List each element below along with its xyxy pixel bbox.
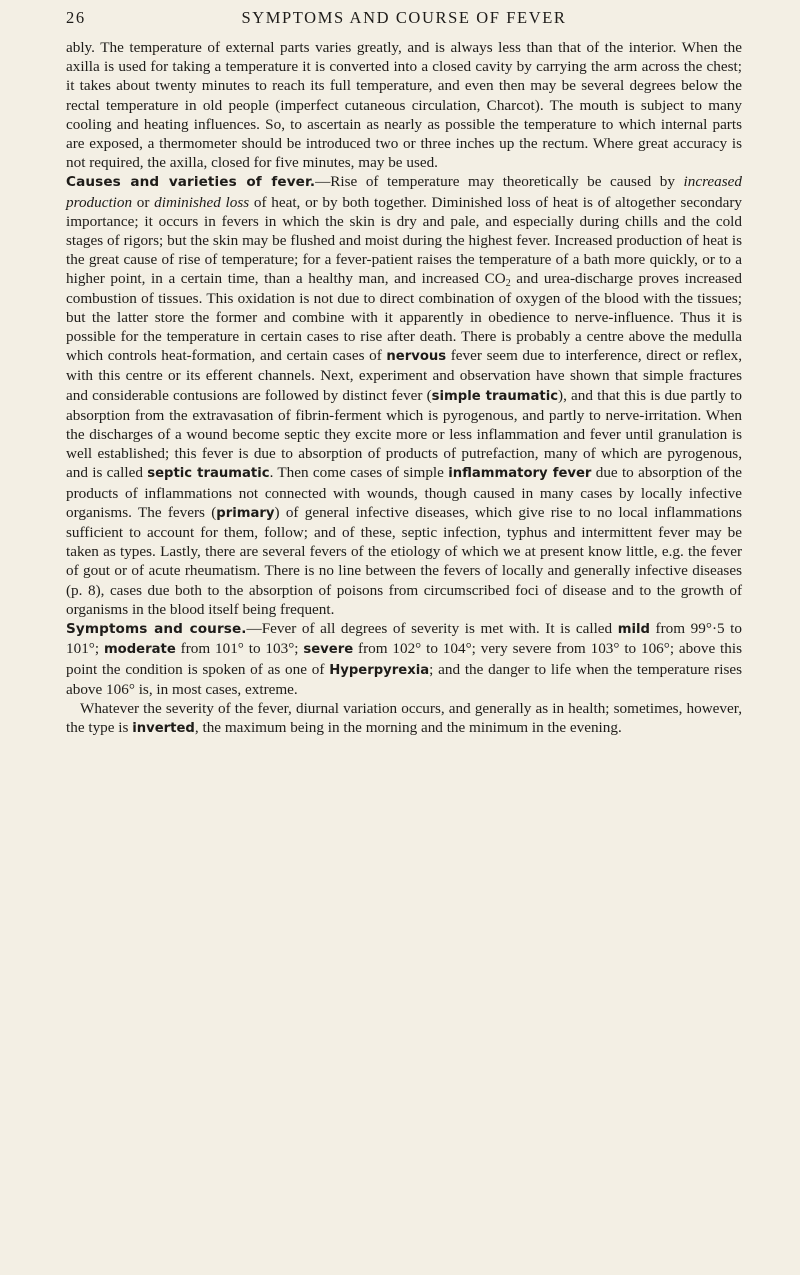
text-span: . Then come cases of simple bbox=[269, 464, 449, 482]
text-span: , the maximum being in the morning and the minimum in the evening. bbox=[194, 719, 622, 737]
text-span: fever seem due to interference, direct or reflex, with this centre or its efferent channels. Next, experiment and observation have shown that simple fractures and considerable contusions are followed by distinct fever ( bbox=[66, 347, 742, 404]
bold-term: mild bbox=[617, 622, 650, 638]
text-span: Whatever the severity of the fever, diurnal variation occurs, and generally as in health; sometimes, however, the type is bbox=[66, 699, 742, 737]
paragraph-diurnal-variation bbox=[66, 699, 742, 738]
section-heading-causes: Causes and varieties of fever. bbox=[66, 174, 316, 191]
text-span: ; and the danger to life when the temperature rises above 106° is, in most cases, extreme. bbox=[66, 660, 742, 698]
bold-term: Hyperpyrexia bbox=[329, 662, 430, 678]
text-span: or bbox=[132, 193, 155, 211]
paragraph-symptoms-and-course bbox=[66, 619, 742, 699]
text-span: ) of general infective diseases, which give rise to no local inflammations sufficient to account for them, follow; and of these, septic infection, typhus and intermittent fever may be taken as types. Lastly, there are several fevers of the etiology of which we at present know little, e.g. the fever of gout or of acute rheumatism. There is no line between the fevers of locally and generally infective diseases (p. 8), cases due both to the absorption of poisons from circumscribed foci of disease and to the growth of organisms in the blood itself being frequent. bbox=[66, 503, 742, 618]
paragraph-temperature-sites bbox=[66, 38, 742, 172]
bold-term: moderate bbox=[103, 642, 176, 658]
text-span: due to absorption of the products of inflammations not connected with wounds, though caused in many cases by locally infective organisms. The fevers ( bbox=[66, 464, 742, 521]
bold-term: primary bbox=[216, 505, 275, 521]
italic-term: diminished loss bbox=[154, 193, 250, 211]
body-text bbox=[66, 38, 742, 738]
page-number: 26 bbox=[66, 8, 86, 27]
text-span: —Fever of all degrees of severity is met with. It is called bbox=[246, 620, 618, 638]
text-span: and urea-discharge proves increased combustion of tissues. This oxidation is not due to direct combination of oxygen of the blood with the tissues; but the latter store the former and combine with it apparently in obedience to nerve-influence. Thus it is possible for the temperature in certain cases to rise after death. There is probably a centre above the medulla which controls heat-formation, and certain cases of bbox=[66, 270, 742, 365]
text-span: from 101° to 103°; bbox=[175, 640, 304, 658]
bold-term: severe bbox=[303, 642, 354, 658]
section-heading-symptoms: Symptoms and course. bbox=[66, 621, 247, 638]
bold-term: septic traumatic bbox=[147, 466, 270, 482]
running-header bbox=[66, 4, 742, 38]
subscript: 2 bbox=[505, 278, 511, 290]
text-span: of heat, or by both together. Diminished loss of heat is of altogether secondary importance; it occurs in fevers in which the skin is dry and pale, and especially during chills and the cold stages of rigors; but the skin may be flushed and moist during the highest fever. Increased production of heat is the great cause of rise of temperature; for a fever-patient raises the temperature of a bath more quickly, or to a higher point, in a certain time, than a healthy man, and increased CO bbox=[66, 193, 742, 288]
text-span: ably. The temperature of external parts varies greatly, and is always less than that of the interior. When the axilla is used for taking a temperature it is converted into a closed cavity by carrying the arm across the chest; it takes about twenty minutes to reach its full temperature, and even then may be several degrees below the rectal temperature in old people (imperfect cutaneous circulation, Charcot). The mouth is subject to many cooling and heating influences. So, to ascertain as nearly as possible the temperature to which internal parts are exposed, a thermometer should be introduced two or three inches up the rectum. Where great accuracy is not required, the axilla, closed for five minutes, may be used. bbox=[66, 39, 742, 172]
bold-term: simple traumatic bbox=[431, 388, 559, 404]
text-span: —Rise of temperature may theoretically be caused by bbox=[315, 173, 684, 191]
paragraph-causes-and-varieties bbox=[66, 172, 742, 619]
bold-term: inflammatory fever bbox=[448, 466, 592, 482]
text-span: ), and that this is due partly to absorption from the extravasation of fibrin-ferment which is pyrogenous, and partly to nerve-irritation. When the discharges of a wound become septic they excite more or less inflammation and fever until granulation is well established; this fever is due to absorption of products of putrefaction, many of which are pyrogenous, and is called bbox=[66, 386, 743, 482]
text-span: from 102° to 104°; very severe from 103° to 106°; above this point the condition is spoken of as one of bbox=[66, 640, 742, 678]
bold-term: inverted bbox=[132, 721, 195, 737]
text-span: from 99°·5 to 101°; bbox=[66, 620, 742, 658]
running-title: SYMPTOMS AND COURSE OF FEVER bbox=[241, 8, 567, 27]
bold-term: nervous bbox=[386, 349, 447, 365]
italic-term: increased production bbox=[66, 173, 742, 211]
